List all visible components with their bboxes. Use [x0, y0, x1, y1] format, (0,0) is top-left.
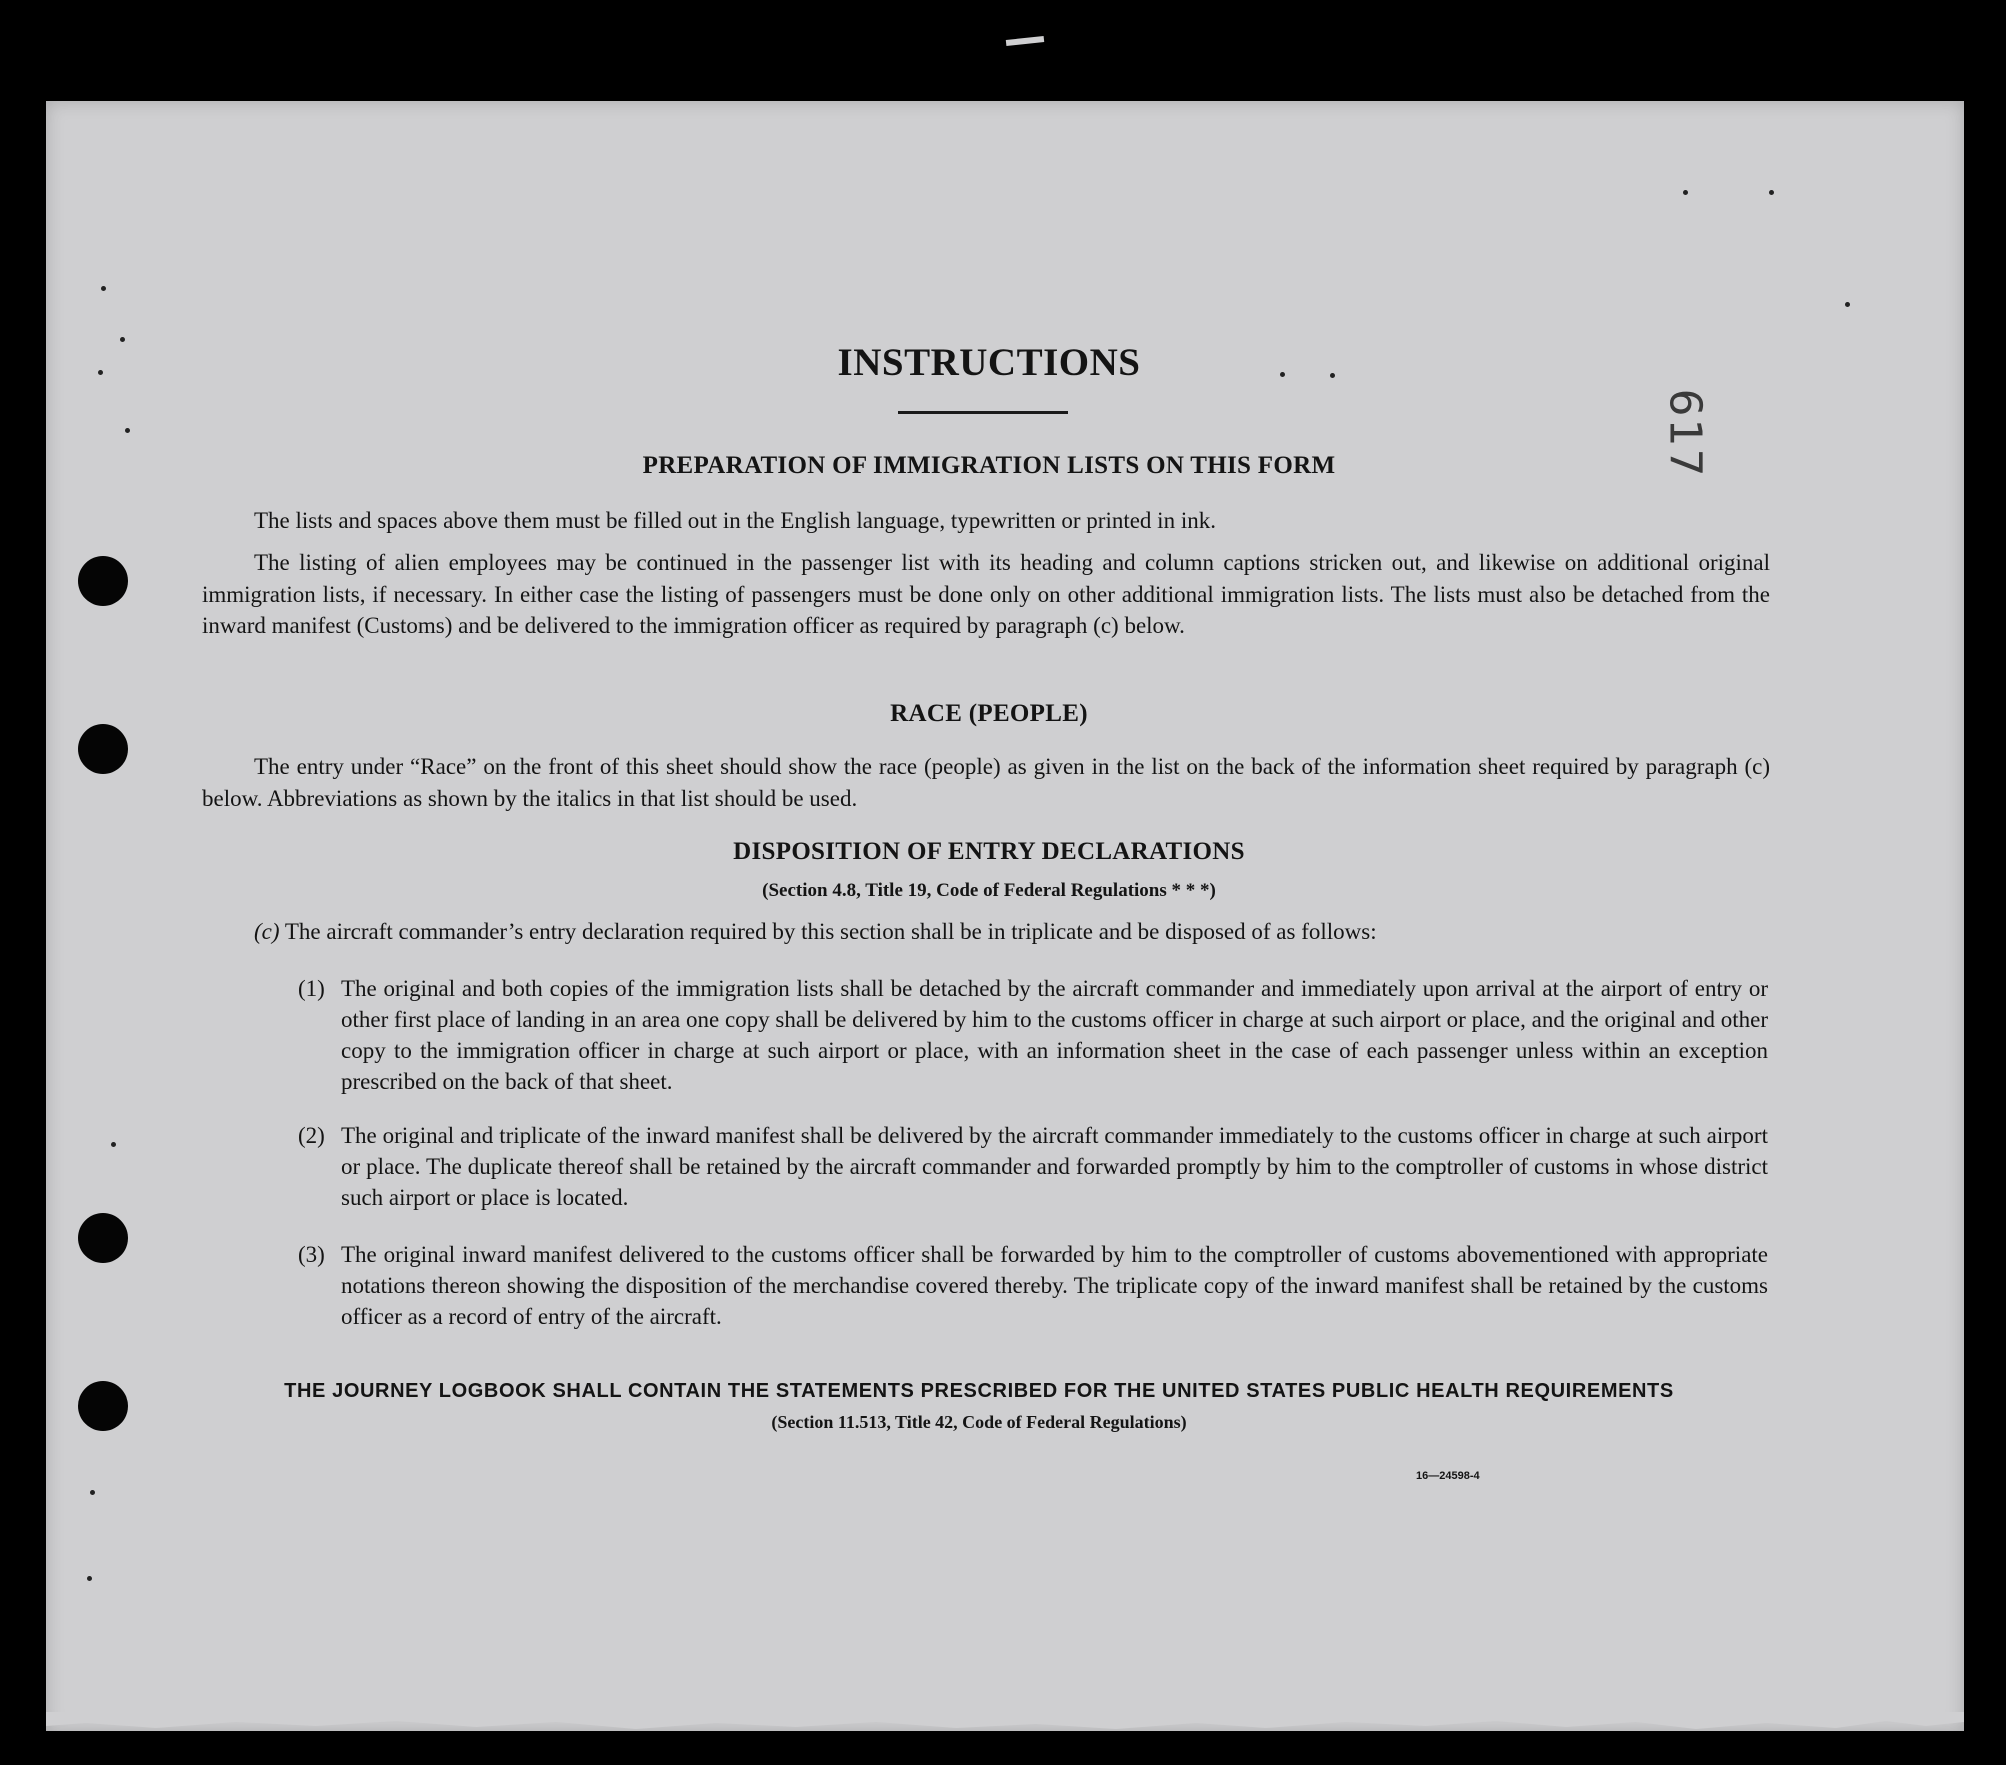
punch-hole — [78, 556, 128, 606]
list-item — [298, 1239, 1768, 1332]
speck — [1769, 190, 1774, 195]
speck — [111, 1142, 116, 1147]
item-number: (1) — [298, 976, 325, 1001]
item-text: The original and both copies of the immigration lists shall be detached by the aircraft commander and immediately upon arrival at the airport of entry or other first place of landing in an area one copy shall be delivered by him to the customs officer in charge at such airport or place, and the original and other copy to the immigration officer in charge at such airport or place, with an information sheet in the case of each passenger unless within an exception prescribed on the back of that sheet. — [341, 976, 1768, 1094]
paragraph-text: The aircraft commander’s entry declaration required by this section shall be in triplicate and be disposed of as follows: — [284, 919, 1377, 944]
section-heading: RACE (PEOPLE) — [890, 700, 1088, 727]
speck — [87, 1576, 92, 1581]
paragraph-c — [254, 916, 1770, 947]
title-underline — [898, 411, 1068, 414]
punch-hole — [78, 1213, 128, 1263]
footer-citation: (Section 11.513, Title 42, Code of Federal Regulations) — [771, 1412, 1187, 1432]
paragraph: The lists and spaces above them must be filled out in the English language, typewritten or printed in ink. — [254, 508, 1216, 533]
form-number: 16—24598-4 — [1416, 1470, 1480, 1482]
section-heading: PREPARATION OF IMMIGRATION LISTS ON THIS FORM — [642, 452, 1336, 479]
paragraph-label: (c) — [254, 919, 280, 944]
footer-statement: THE JOURNEY LOGBOOK SHALL CONTAIN THE STATEMENTS PRESCRIBED FOR THE UNITED STATES PUBLIC HEALTH REQUIREMENTS — [284, 1380, 1674, 1402]
speck — [101, 286, 106, 291]
item-text: The original inward manifest delivered to the customs officer shall be forwarded by him to the comptroller of customs abovementioned with appropriate notations thereon showing the disposition of the merchandise covered thereby. The triplicate copy of the inward manifest shall be retained by the customs officer as a record of entry of the aircraft. — [341, 1242, 1768, 1329]
speck — [1845, 302, 1850, 307]
punch-hole — [78, 724, 128, 774]
list-item — [298, 973, 1768, 1097]
paragraph: The entry under “Race” on the front of this sheet should show the race (people) as given in the list on the back of the information sheet required by paragraph (c) below. Abbreviations as shown by the italics in that list should be used. — [202, 754, 1770, 811]
item-number: (3) — [298, 1242, 325, 1267]
page-title: INSTRUCTIONS — [837, 341, 1141, 384]
speck — [125, 428, 130, 433]
handwritten-page-number: 617 — [1659, 388, 1711, 479]
speck — [90, 1490, 95, 1495]
scan-mark — [1006, 36, 1044, 46]
section-citation: (Section 4.8, Title 19, Code of Federal Regulations * * *) — [762, 880, 1216, 901]
list-item — [298, 1120, 1768, 1213]
item-number: (2) — [298, 1123, 325, 1148]
paragraph: The listing of alien employees may be continued in the passenger list with its heading and column captions stricken out, and likewise on additional original immigration lists, if necessary. In either case the listing of passengers must be done only on other additional immigration lists. The lists must also be detached from the inward manifest (Customs) and be delivered to the immigration officer as required by paragraph (c) below. — [202, 550, 1770, 638]
speck — [1683, 190, 1688, 195]
torn-bottom-edge — [46, 1712, 1964, 1736]
section-heading: DISPOSITION OF ENTRY DECLARATIONS — [733, 838, 1245, 865]
item-text: The original and triplicate of the inward manifest shall be delivered by the aircraft commander immediately to the customs officer in charge at such airport or place. The duplicate thereof shall be retained by the aircraft commander and forwarded promptly by him to the comptroller of customs in whose district such airport or place is located. — [341, 1123, 1768, 1210]
